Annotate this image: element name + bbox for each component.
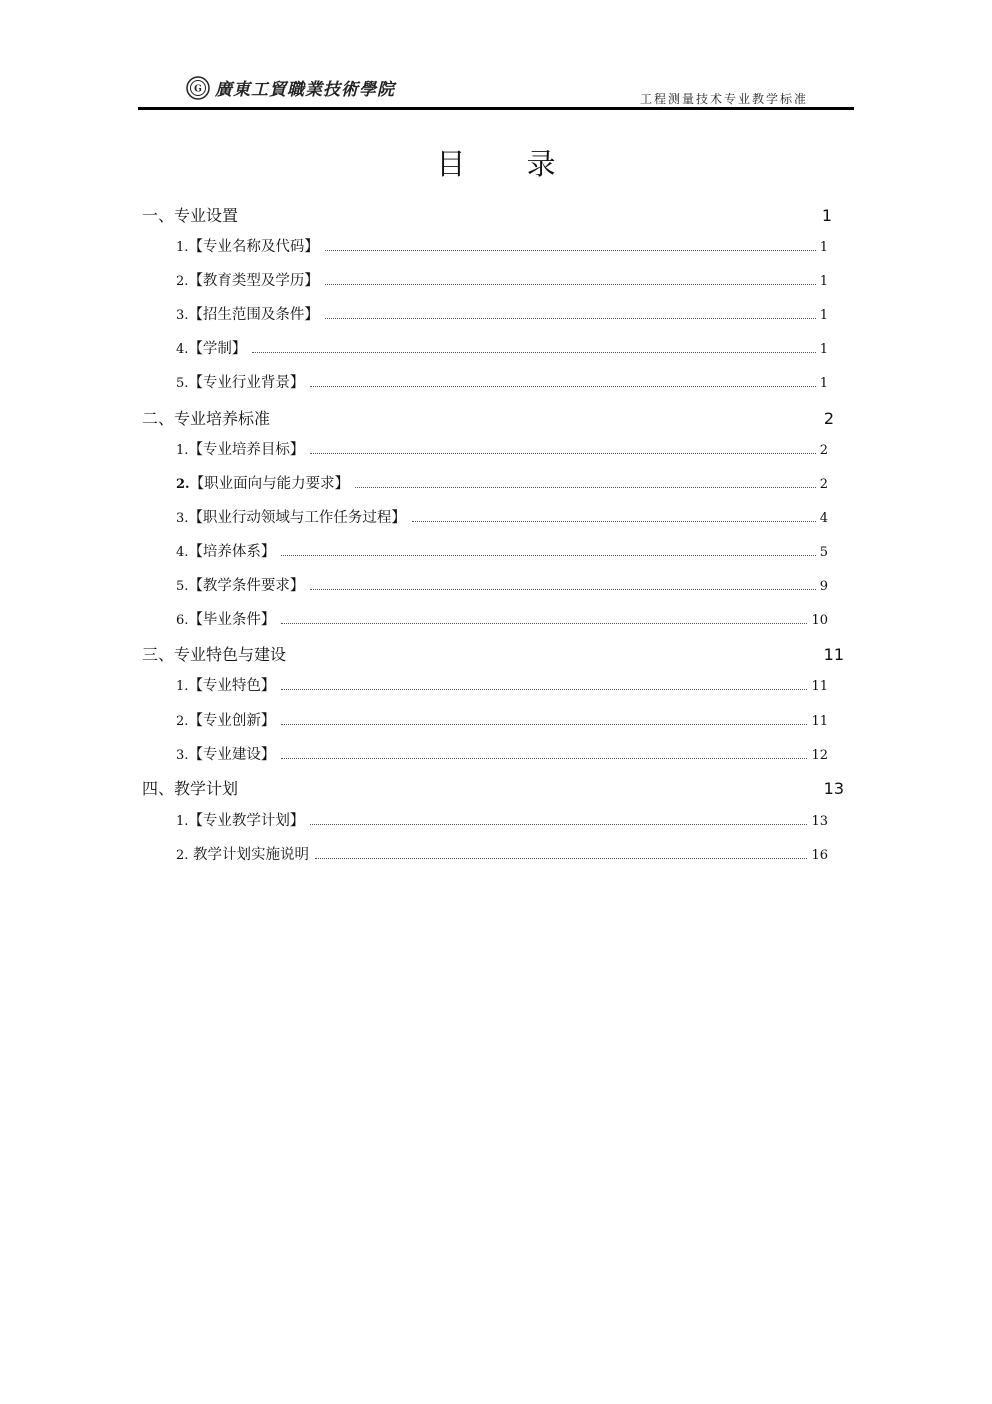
toc-entry-number: 6. (176, 613, 189, 628)
toc-entry-label: 【专业建设】 (188, 747, 276, 763)
toc-entry-page: 16 (811, 848, 828, 863)
toc-entry[interactable] (176, 845, 828, 866)
school-name: 廣東工貿職業技術學院 (215, 80, 395, 100)
toc-entry-label: 【专业培养目标】 (188, 442, 305, 458)
toc-section[interactable] (142, 779, 844, 799)
toc-entry-label: 教学计划实施说明 (188, 847, 310, 863)
dot-leader (281, 688, 807, 690)
page-header (138, 70, 854, 110)
toc-entry-label: 【职业行动领域与工作任务过程】 (188, 510, 406, 526)
toc-entry[interactable] (176, 373, 828, 394)
svg-text:G: G (194, 84, 202, 94)
toc-entry-number: 4. (176, 342, 189, 357)
toc-entry-label: 【专业创新】 (188, 713, 276, 729)
toc-entry-label: 【教育类型及学历】 (188, 273, 319, 289)
toc-entry-number: 4. (176, 545, 189, 560)
toc-section[interactable] (142, 645, 844, 665)
toc-entry[interactable] (176, 271, 828, 292)
toc-entry-number: 3. (176, 511, 189, 526)
dot-leader (281, 723, 807, 725)
header-divider (138, 107, 854, 110)
toc-entry[interactable] (176, 811, 828, 832)
toc-entry-page: 2 (819, 443, 828, 458)
toc-entry-number: 3. (176, 308, 189, 323)
toc-entry-label: 【专业特色】 (188, 678, 276, 694)
dot-leader (412, 520, 816, 522)
dot-leader (281, 757, 807, 759)
toc-entry-number: 1. (176, 443, 189, 458)
toc-entry-label: 【职业面向与能力要求】 (189, 476, 350, 492)
toc-entry-page: 2 (819, 477, 828, 492)
toc-entry-page: 1 (819, 274, 828, 289)
toc-entry-label: 【专业名称及代码】 (188, 239, 319, 255)
toc-entry-page: 1 (819, 376, 828, 391)
toc-entry-label: 【专业教学计划】 (188, 813, 305, 829)
dot-leader (281, 554, 815, 556)
toc-entry-label: 【学制】 (188, 341, 247, 357)
toc-section[interactable] (142, 206, 844, 226)
toc-entry[interactable] (176, 711, 828, 732)
toc-entry-label: 【招生范围及条件】 (188, 307, 319, 323)
toc-entry-page: 13 (811, 814, 828, 829)
toc-entry-page: 1 (819, 342, 828, 357)
toc-entry-number: 2. (176, 714, 189, 729)
toc-entry-page: 12 (811, 748, 828, 763)
toc-section-page: 2 (823, 409, 834, 428)
toc-entry-number: 5. (176, 579, 189, 594)
toc-section-label: 四、教学计划 (142, 779, 239, 798)
toc-entry[interactable] (176, 610, 828, 631)
toc-entry[interactable] (176, 745, 828, 766)
toc-entry-page: 11 (811, 714, 828, 729)
dot-leader (252, 351, 815, 353)
toc-entry-number: 2. (176, 477, 190, 492)
toc-section-label: 三、专业特色与建设 (142, 645, 287, 664)
dot-leader (281, 622, 807, 624)
school-emblem-icon (186, 76, 210, 100)
toc-entry-page: 9 (819, 579, 828, 594)
toc-entry-page: 1 (819, 308, 828, 323)
toc-entry[interactable] (176, 576, 828, 597)
toc-entry-page: 10 (811, 613, 828, 628)
toc-entry-number: 2. (176, 274, 189, 289)
toc-entry-number: 1. (176, 240, 189, 255)
toc-entry-number: 1. (176, 679, 189, 694)
toc-entry-number: 5. (176, 376, 189, 391)
toc-entry[interactable] (176, 676, 828, 697)
toc-entry[interactable] (176, 305, 828, 326)
toc-entry-page: 11 (811, 679, 828, 694)
toc-entry[interactable] (176, 508, 828, 529)
dot-leader (315, 857, 807, 859)
toc-section[interactable] (142, 409, 844, 429)
dot-leader (325, 249, 816, 251)
toc-entry-page: 5 (819, 545, 828, 560)
toc-entry-label: 【教学条件要求】 (188, 578, 305, 594)
toc-entry-label: 【专业行业背景】 (188, 375, 305, 391)
toc-section-label: 一、专业设置 (142, 206, 239, 225)
toc-entry[interactable] (176, 339, 828, 360)
dot-leader (310, 588, 815, 590)
toc-title: 目 录 (436, 147, 582, 181)
toc-section-page: 1 (821, 206, 832, 225)
dot-leader (310, 385, 815, 387)
toc-section-label: 二、专业培养标准 (142, 409, 271, 428)
school-logo (186, 75, 395, 100)
document-title: 工程测量技术专业教学标准 (639, 92, 808, 106)
toc-entry[interactable] (176, 440, 828, 461)
toc-entry-page: 4 (819, 511, 828, 526)
dot-leader (355, 486, 816, 488)
toc-entry-label: 【毕业条件】 (188, 612, 276, 628)
toc-entry[interactable] (176, 474, 828, 495)
dot-leader (325, 283, 816, 285)
toc-entry-page: 1 (819, 240, 828, 255)
toc-entry[interactable] (176, 542, 828, 563)
toc-entry[interactable] (176, 237, 828, 258)
toc-entry-number: 1. (176, 814, 189, 829)
dot-leader (310, 823, 807, 825)
toc-entry-number: 3. (176, 748, 189, 763)
toc-section-page: 11 (823, 645, 844, 664)
toc-entry-label: 【培养体系】 (188, 544, 276, 560)
dot-leader (325, 317, 816, 319)
toc-section-page: 13 (823, 779, 844, 798)
toc-entry-number: 2. (176, 848, 189, 863)
dot-leader (310, 452, 815, 454)
